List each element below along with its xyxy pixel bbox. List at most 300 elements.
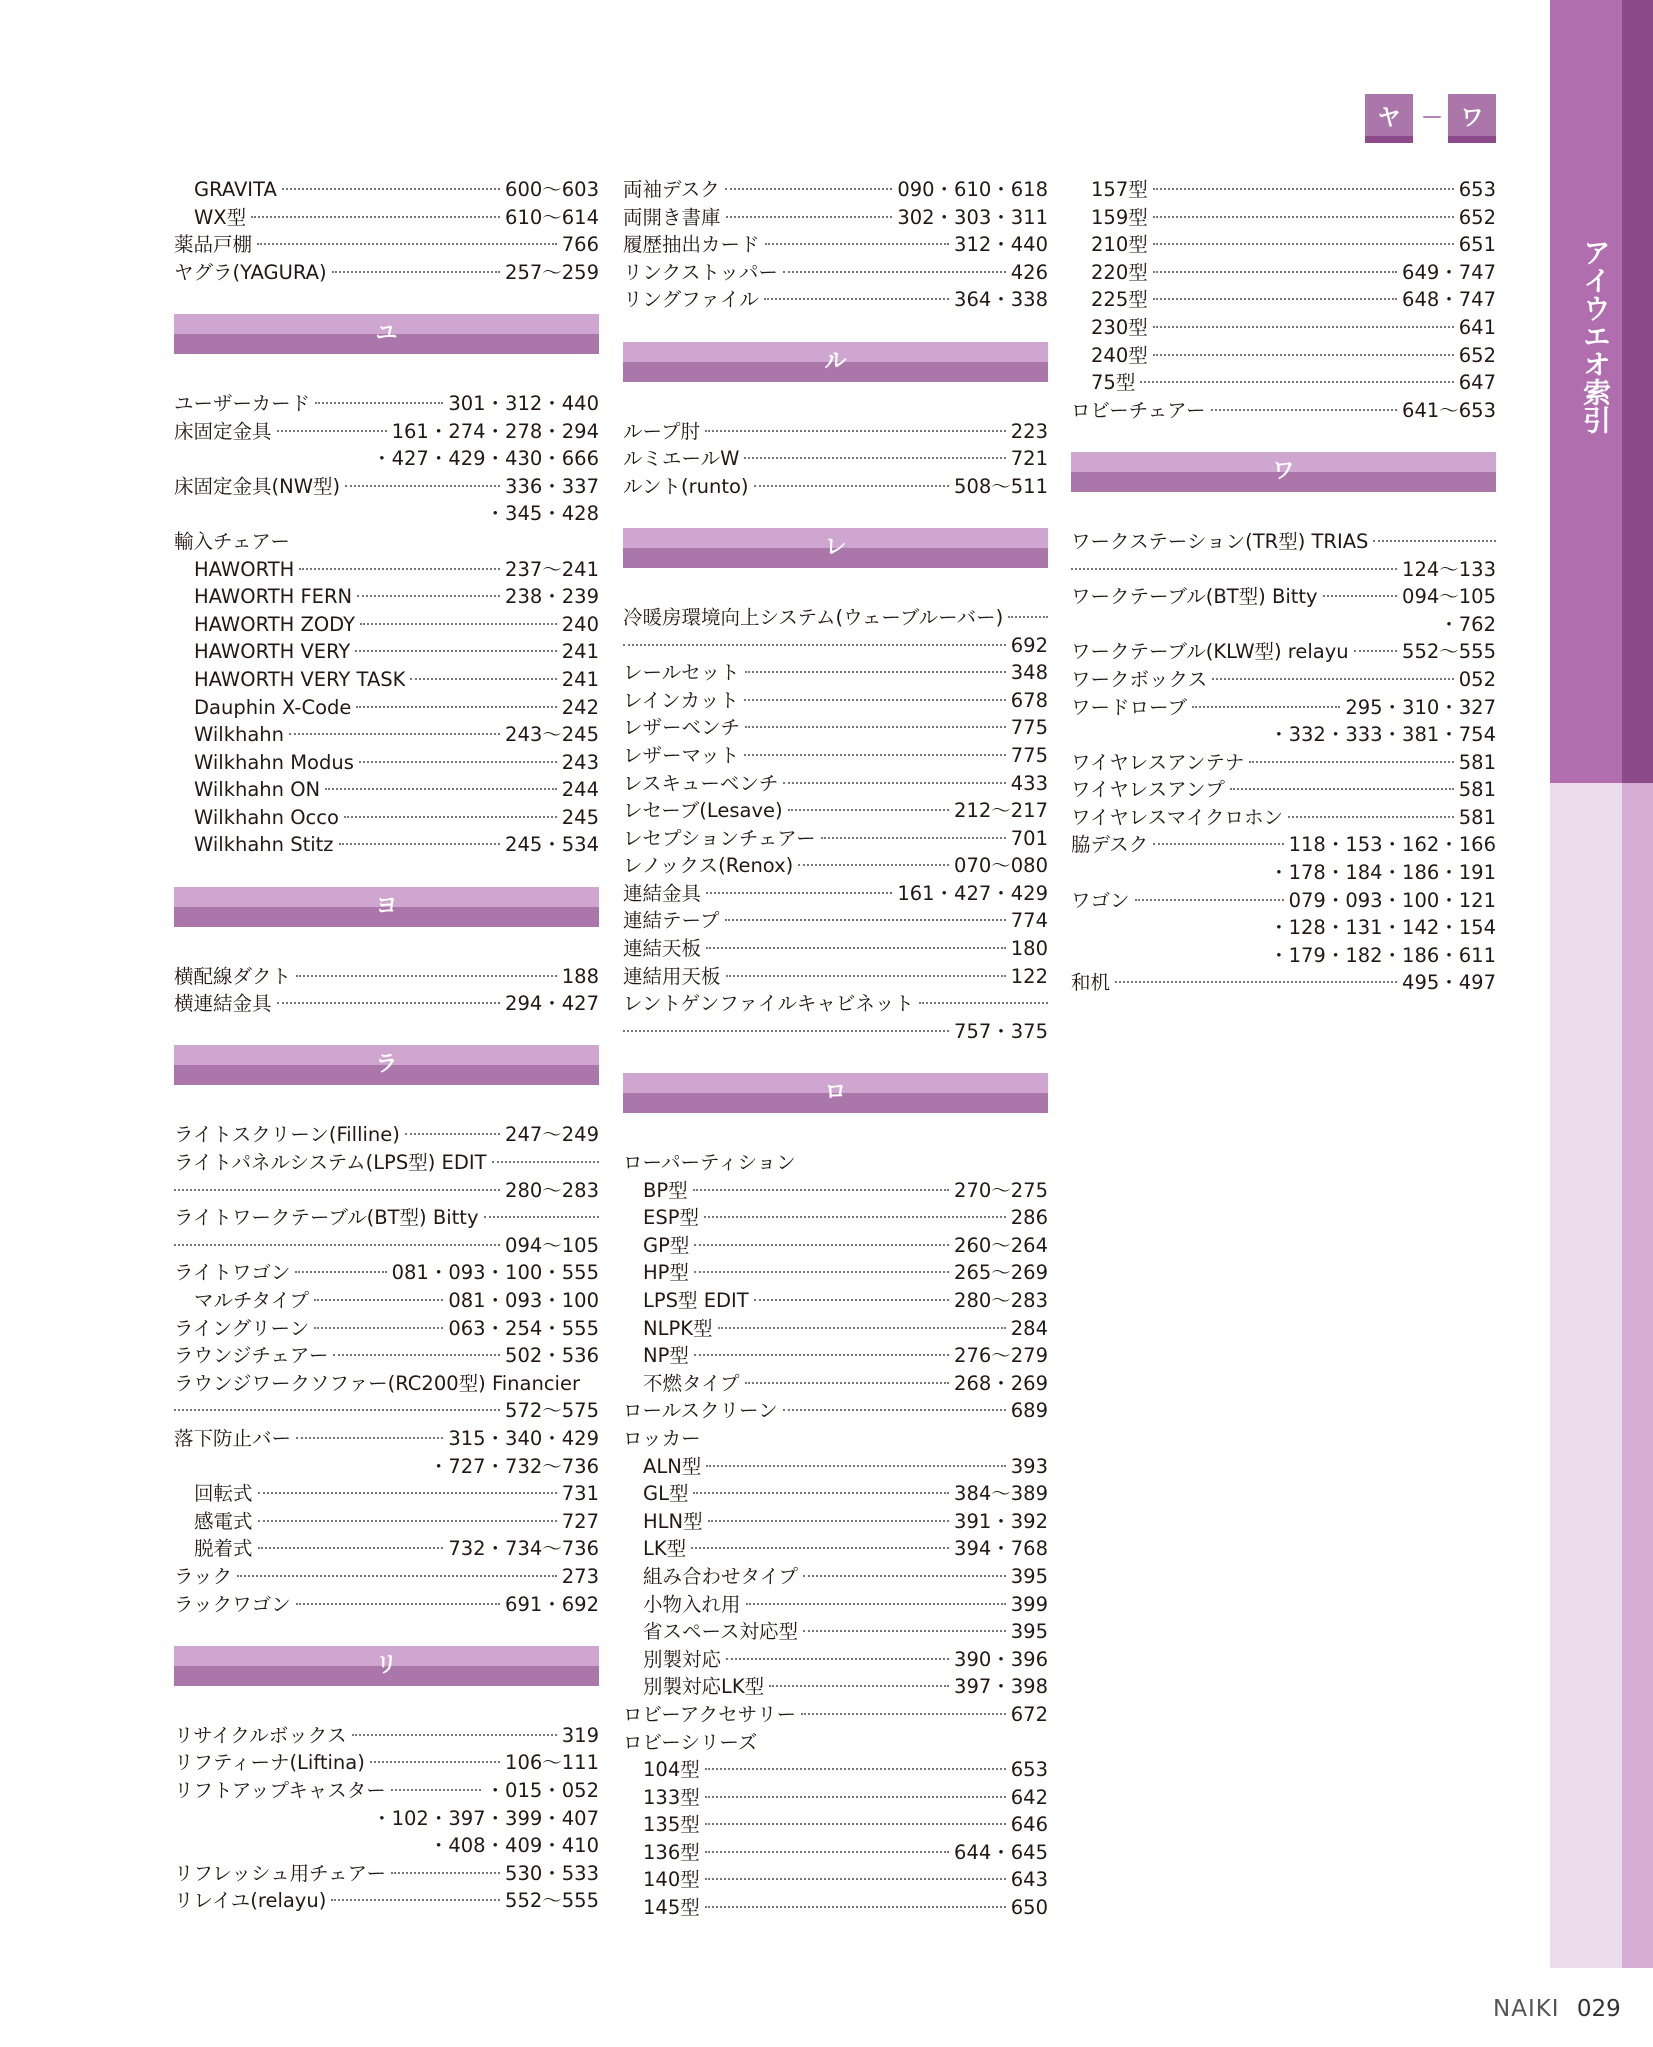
- entry-pages: 395: [1010, 1620, 1048, 1644]
- section-label: ヨ: [375, 893, 398, 919]
- index-entry: [1071, 666, 1496, 694]
- index-entry: [174, 1777, 599, 1805]
- index-entry: [623, 1811, 1048, 1839]
- entry-name: 小物入れ用: [643, 1592, 741, 1616]
- index-entry: [623, 770, 1048, 798]
- entry-pages: 552～555: [505, 1889, 599, 1913]
- index-entry: [1071, 694, 1496, 722]
- leader-dots: [332, 271, 500, 273]
- entry-name: リサイクルボックス: [174, 1723, 347, 1747]
- entry-pages: 653: [1458, 178, 1496, 201]
- entry-name: 75型: [1091, 371, 1136, 395]
- index-column-2: [623, 176, 1048, 1922]
- leader-dots: [277, 1002, 501, 1004]
- spacer: [174, 286, 599, 314]
- entry-name: ユーザーカード: [174, 391, 311, 415]
- leader-dots: [1153, 843, 1283, 845]
- entry-pages: 348: [1010, 661, 1048, 685]
- entry-pages: 238・239: [505, 585, 599, 609]
- entry-pages: 649・747: [1402, 260, 1496, 284]
- entry-pages-continued: ・332・333・381・754: [1269, 723, 1496, 747]
- leader-dots: [754, 1299, 949, 1301]
- leader-dots: [296, 975, 557, 977]
- index-entry: [623, 259, 1048, 287]
- entry-pages: 502・536: [505, 1344, 599, 1368]
- leader-dots: [803, 1630, 1006, 1632]
- leader-dots: [251, 216, 500, 218]
- index-entry: [623, 1480, 1048, 1508]
- index-entry: [623, 231, 1048, 259]
- entry-pages: 647: [1458, 371, 1496, 395]
- entry-pages-continued: [174, 1232, 599, 1260]
- entry-pages: 276～279: [954, 1344, 1048, 1368]
- entry-name: 104型: [643, 1758, 700, 1782]
- leader-dots: [744, 754, 1006, 756]
- leader-dots: [765, 243, 950, 245]
- entry-name: HAWORTH VERY: [194, 640, 351, 664]
- index-entry: [174, 804, 599, 832]
- leader-dots: [705, 1851, 949, 1853]
- entry-name: ESP型: [643, 1206, 699, 1230]
- entry-pages: 257～259: [505, 260, 599, 284]
- index-entry: [1071, 314, 1496, 342]
- leader-dots: [801, 1713, 1006, 1715]
- index-entry: [174, 390, 599, 418]
- entry-pages: 245: [561, 805, 599, 829]
- index-entry: [174, 1315, 599, 1343]
- index-entry: [623, 445, 1048, 473]
- leader-dots: [1135, 899, 1284, 901]
- entry-name: 脇デスク: [1071, 833, 1149, 857]
- entry-pages: 118・153・162・166: [1288, 833, 1496, 857]
- entry-name: 連結用天板: [623, 964, 721, 988]
- index-entry: [623, 176, 1048, 204]
- page-number: 029: [1576, 1996, 1621, 2022]
- index-group-label: [623, 1149, 1048, 1177]
- leader-dots: [726, 975, 1006, 977]
- index-entry: [1071, 286, 1496, 314]
- entry-pages-continued: ・179・182・186・611: [1269, 943, 1496, 967]
- entry-name: 感電式: [194, 1509, 253, 1533]
- leader-dots: [691, 1547, 949, 1549]
- entry-name: ワークテーブル(BT型) Bitty: [1071, 585, 1318, 609]
- leader-dots: [258, 1520, 557, 1522]
- index-entry: [174, 638, 599, 666]
- leader-dots: [705, 1823, 1006, 1825]
- leader-dots: [623, 1030, 949, 1032]
- index-group-label: [623, 1729, 1048, 1757]
- entry-name: レールセット: [623, 661, 740, 685]
- entry-pages: 265～269: [954, 1261, 1048, 1285]
- index-entry: [623, 1315, 1048, 1343]
- leader-dots: [693, 1189, 949, 1191]
- entry-name: ライトワークテーブル(BT型) Bitty: [174, 1206, 479, 1230]
- entry-name: 脱着式: [194, 1537, 253, 1561]
- entry-name: 落下防止バー: [174, 1426, 292, 1450]
- leader-dots: [1008, 616, 1048, 618]
- entry-pages: 721: [1010, 447, 1048, 471]
- leader-dots: [1192, 706, 1340, 708]
- index-entry: [623, 1563, 1048, 1591]
- entry-pages: 079・093・100・121: [1288, 888, 1496, 912]
- index-group-label: [174, 528, 599, 556]
- index-entry: [623, 1673, 1048, 1701]
- index-entry: [623, 880, 1048, 908]
- index-entry: [174, 1425, 599, 1453]
- index-entry: [174, 1535, 599, 1563]
- entry-pages: 701: [1010, 826, 1048, 850]
- entry-name: ローパーティション: [623, 1151, 796, 1175]
- leader-dots: [725, 919, 1006, 921]
- leader-dots: [370, 1761, 500, 1763]
- index-entry: [1071, 776, 1496, 804]
- entry-name: 135型: [643, 1813, 700, 1837]
- entry-name: ロッカー: [623, 1426, 701, 1450]
- entry-pages: 295・310・327: [1345, 695, 1496, 719]
- leader-dots: [405, 1133, 500, 1135]
- entry-pages: 391・392: [954, 1509, 1048, 1533]
- entry-pages: 678: [1010, 688, 1048, 712]
- index-entry: [623, 1177, 1048, 1205]
- entry-pages: 240: [561, 612, 599, 636]
- leader-dots: [174, 1409, 500, 1411]
- entry-name: ワイヤレスアンプ: [1071, 778, 1225, 802]
- range-dash: －: [1421, 106, 1444, 131]
- entry-name: 不燃タイプ: [643, 1371, 740, 1395]
- entry-name: Wilkhahn ON: [194, 778, 321, 802]
- leader-dots: [352, 1734, 557, 1736]
- entry-pages: 273: [561, 1564, 599, 1588]
- index-entry: [174, 1508, 599, 1536]
- index-entry: [623, 1232, 1048, 1260]
- entry-pages: 766: [561, 233, 599, 257]
- entry-pages: 122: [1010, 964, 1048, 988]
- entry-name: 136型: [643, 1840, 700, 1864]
- entry-pages: 433: [1010, 771, 1048, 795]
- entry-pages: 393: [1010, 1454, 1048, 1478]
- entry-name: HAWORTH ZODY: [194, 612, 356, 636]
- index-entry: [623, 1342, 1048, 1370]
- index-entry: [623, 1839, 1048, 1867]
- entry-name: ルント(runto): [623, 474, 749, 498]
- leader-dots: [746, 1603, 1006, 1605]
- entry-name: ライトワゴン: [174, 1261, 291, 1285]
- index-entry: [174, 231, 599, 259]
- leader-dots: [706, 947, 1006, 949]
- entry-name: 履歴抽出カード: [623, 233, 760, 257]
- leader-dots: [1211, 409, 1397, 411]
- leader-dots: [1230, 788, 1454, 790]
- leader-dots: [345, 485, 500, 487]
- section-header: [174, 1646, 599, 1686]
- entry-pages: 336・337: [505, 474, 599, 498]
- entry-name: ロビーシリーズ: [623, 1730, 758, 1754]
- index-entry: [1071, 176, 1496, 204]
- leader-dots: [295, 1271, 386, 1273]
- index-entry: [174, 1204, 599, 1232]
- entry-pages: 646: [1010, 1813, 1048, 1837]
- entry-name: ロビーアクセサリー: [623, 1702, 797, 1726]
- entry-pages: 294・427: [505, 992, 599, 1016]
- index-column-3: [1071, 176, 1496, 997]
- index-entry: [623, 1756, 1048, 1784]
- leader-dots: [1115, 981, 1397, 983]
- entry-pages: 090・610・618: [897, 178, 1048, 201]
- entry-pages: 641: [1458, 315, 1496, 339]
- index-entry: [623, 852, 1048, 880]
- entry-pages: 161・274・278・294: [391, 419, 599, 443]
- leader-dots: [339, 843, 501, 845]
- entry-pages: 241: [561, 640, 599, 664]
- entry-pages: 650: [1010, 1896, 1048, 1920]
- entry-pages-continued: ・762: [1439, 612, 1496, 636]
- index-entry: [174, 473, 599, 501]
- entry-name: ライングリーン: [174, 1316, 310, 1340]
- index-entry: [174, 204, 599, 232]
- leader-dots: [718, 1327, 1006, 1329]
- entry-pages: 124～133: [1402, 557, 1496, 581]
- entry-pages-continued: [1071, 556, 1496, 584]
- entry-name: NLPK型: [643, 1316, 713, 1340]
- entry-name: ラックワゴン: [174, 1592, 291, 1616]
- entry-name: 連結テープ: [623, 909, 720, 933]
- index-entry: [1071, 887, 1496, 915]
- entry-name: レノックス(Renox): [623, 854, 794, 878]
- entry-pages-continued: ・408・409・410: [428, 1834, 599, 1858]
- entry-name: 157型: [1091, 178, 1148, 201]
- entry-name: レントゲンファイルキャビネット: [623, 992, 914, 1016]
- entry-name: ラック: [174, 1564, 233, 1588]
- entry-pages: 237～241: [505, 557, 599, 581]
- index-entry: [623, 604, 1048, 632]
- leader-dots: [705, 1878, 1006, 1880]
- index-entry: [623, 1784, 1048, 1812]
- entry-name: 両袖デスク: [623, 178, 720, 201]
- entry-name: 別製対応: [643, 1647, 722, 1671]
- index-entry: [174, 831, 599, 859]
- leader-dots: [745, 726, 1006, 728]
- index-entry: [623, 907, 1048, 935]
- entry-name: Dauphin X-Code: [194, 695, 352, 719]
- section-label: ロ: [824, 1080, 847, 1106]
- entry-pages: 286: [1010, 1206, 1048, 1230]
- leader-dots: [1288, 816, 1454, 818]
- entry-name: 連結金具: [623, 881, 702, 905]
- index-entry: [174, 1591, 599, 1619]
- index-entry: [623, 286, 1048, 314]
- entry-name: レスキューベンチ: [623, 771, 779, 795]
- entry-name: ワイヤレスマイクロホン: [1071, 805, 1283, 829]
- entry-name: リフトアップキャスター: [174, 1778, 386, 1802]
- entry-name: レインカット: [623, 688, 739, 712]
- index-entry: [623, 1370, 1048, 1398]
- entry-pages-continued: [623, 632, 1048, 660]
- index-entry: [623, 742, 1048, 770]
- entry-name: GRAVITA: [194, 178, 277, 201]
- entry-name: 回転式: [194, 1482, 253, 1506]
- entry-name: ワークステーション(TR型) TRIAS: [1071, 529, 1369, 553]
- entry-name: 別製対応LK型: [643, 1675, 765, 1699]
- leader-dots: [706, 892, 892, 894]
- leader-dots: [704, 1216, 1006, 1218]
- leader-dots: [769, 1685, 949, 1687]
- leader-dots: [315, 402, 443, 404]
- section-label: ル: [824, 348, 847, 374]
- index-entry: [623, 797, 1048, 825]
- entry-pages: 243～245: [505, 723, 599, 747]
- index-entry: [623, 1287, 1048, 1315]
- leader-dots: [333, 1354, 500, 1356]
- entry-pages: 243: [561, 750, 599, 774]
- entry-name: リフティーナ(Liftina): [174, 1751, 365, 1775]
- entry-pages: 395: [1010, 1564, 1048, 1588]
- entry-name: GL型: [643, 1482, 689, 1506]
- leader-dots: [391, 1872, 500, 1874]
- entry-pages-continued: ・102・397・399・407: [372, 1806, 599, 1830]
- index-entry: [623, 1894, 1048, 1922]
- leader-dots: [745, 671, 1006, 673]
- entry-name: ワークテーブル(KLW型) relayu: [1071, 640, 1349, 664]
- leader-dots: [174, 1244, 500, 1246]
- index-entry: [623, 1866, 1048, 1894]
- entry-name: HP型: [643, 1261, 689, 1285]
- index-entry: [174, 1563, 599, 1591]
- leader-dots: [744, 457, 1005, 459]
- index-entry: [174, 1860, 599, 1888]
- entry-name: 床固定金具(NW型): [174, 474, 341, 498]
- entry-name: ライトパネルシステム(LPS型) EDIT: [174, 1151, 487, 1175]
- entry-pages-continued: [174, 1177, 599, 1205]
- entry-pages: 070～080: [954, 854, 1048, 878]
- index-entry: [1071, 342, 1496, 370]
- entry-pages: 302・303・311: [897, 205, 1048, 229]
- entry-pages: 188: [561, 964, 599, 988]
- entry-name: 140型: [643, 1868, 700, 1892]
- leader-dots: [726, 216, 893, 218]
- sidebar-label: アイウエオ索引: [1579, 238, 1612, 434]
- leader-dots: [764, 298, 949, 300]
- index-group-label: [623, 1425, 1048, 1453]
- index-entry: [174, 1749, 599, 1777]
- entry-pages: 691・692: [505, 1592, 599, 1616]
- index-entry: [174, 611, 599, 639]
- entry-pages: 692: [1010, 633, 1048, 657]
- entry-name: ワゴン: [1071, 888, 1130, 912]
- entry-name: リフレッシュ用チェアー: [174, 1861, 386, 1885]
- index-entry: [1071, 831, 1496, 859]
- entry-name: 組み合わせタイプ: [643, 1564, 799, 1588]
- leader-dots: [705, 1768, 1006, 1770]
- leader-dots: [282, 188, 500, 190]
- entry-pages: 572～575: [505, 1399, 599, 1423]
- page-footer: [1493, 1996, 1621, 2022]
- index-entry: [174, 721, 599, 749]
- leader-dots: [360, 623, 557, 625]
- leader-dots: [344, 816, 557, 818]
- index-entry: [174, 1480, 599, 1508]
- leader-dots: [1153, 354, 1454, 356]
- section-header: [1071, 452, 1496, 492]
- entry-pages: 364・338: [954, 288, 1048, 312]
- index-entry: [174, 963, 599, 991]
- leader-dots: [357, 595, 500, 597]
- index-entry: [623, 687, 1048, 715]
- entry-pages: 581: [1458, 805, 1496, 829]
- leader-dots: [1153, 271, 1397, 273]
- index-entry: [174, 749, 599, 777]
- entry-name: 225型: [1091, 288, 1148, 312]
- leader-dots: [1153, 298, 1397, 300]
- entry-pages: 731: [561, 1482, 599, 1506]
- entry-name: HAWORTH: [194, 557, 295, 581]
- entry-pages-continued: ・178・184・186・191: [1269, 861, 1496, 885]
- leader-dots: [1249, 761, 1453, 763]
- entry-pages: 312・440: [954, 233, 1048, 257]
- leader-dots: [237, 1575, 557, 1577]
- entry-name: 省スペース対応型: [643, 1620, 799, 1644]
- entry-pages: 774: [1010, 909, 1048, 933]
- leader-dots: [919, 1002, 1048, 1004]
- spacer: [174, 1018, 599, 1046]
- leader-dots: [745, 1382, 950, 1384]
- index-entry: [174, 1121, 599, 1149]
- entry-name: 床固定金具: [174, 419, 272, 443]
- entry-pages: 094～105: [505, 1233, 599, 1257]
- entry-pages: 651: [1458, 233, 1496, 257]
- entry-name: リレイユ(relayu): [174, 1889, 327, 1913]
- leader-dots: [492, 1161, 599, 1163]
- index-entry: [623, 1453, 1048, 1481]
- entry-pages: 052: [1458, 667, 1496, 691]
- index-entry: [623, 204, 1048, 232]
- index-entry: [174, 1287, 599, 1315]
- entry-name: ロールスクリーン: [623, 1399, 778, 1423]
- entry-name: ラウンジチェアー: [174, 1344, 329, 1368]
- entry-name: 210型: [1091, 233, 1148, 257]
- leader-dots: [484, 1216, 600, 1218]
- entry-pages: 247～249: [505, 1123, 599, 1147]
- section-header: [174, 314, 599, 354]
- index-entry: [623, 1701, 1048, 1729]
- entry-name: 240型: [1091, 343, 1148, 367]
- section-label: ラ: [375, 1052, 398, 1078]
- index-entry: [174, 556, 599, 584]
- entry-pages: 689: [1010, 1399, 1048, 1423]
- leader-dots: [257, 243, 557, 245]
- entry-name: WX型: [194, 205, 247, 229]
- index-entry: [623, 473, 1048, 501]
- entry-pages: 600～603: [505, 178, 599, 201]
- index-entry: [174, 990, 599, 1018]
- index-entry: [623, 659, 1048, 687]
- index-entry: [1071, 804, 1496, 832]
- entry-pages: 390・396: [954, 1647, 1048, 1671]
- entry-pages-continued: [174, 1397, 599, 1425]
- entry-pages: 212～217: [954, 799, 1048, 823]
- entry-pages: 495・497: [1402, 971, 1496, 995]
- entry-name: 冷暖房環境向上システム(ウェーブルーバー): [623, 605, 1004, 629]
- index-entry: [1071, 369, 1496, 397]
- leader-dots: [289, 733, 500, 735]
- entry-pages: 268・269: [954, 1371, 1048, 1395]
- leader-dots: [706, 1465, 1005, 1467]
- index-entry: [174, 176, 599, 204]
- entry-name: レザーマット: [623, 743, 740, 767]
- entry-pages: 180: [1010, 937, 1048, 961]
- section-label: ワ: [1272, 458, 1295, 484]
- entry-pages: 241: [561, 667, 599, 691]
- entry-pages: ・015・052: [485, 1778, 599, 1802]
